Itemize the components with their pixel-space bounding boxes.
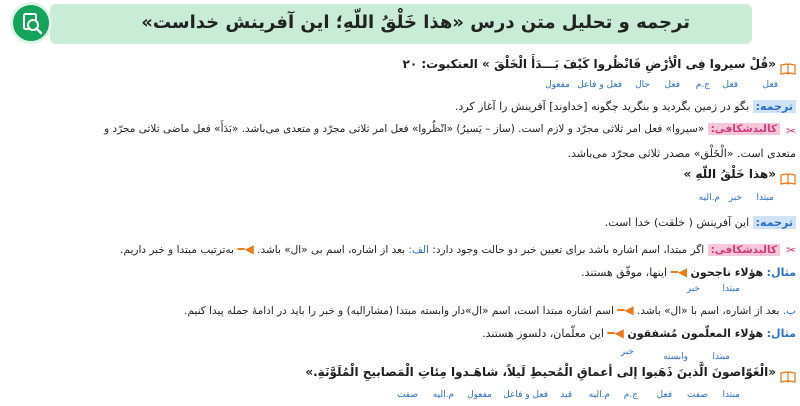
translation-2 (605, 216, 796, 229)
case-alef-label: الف: (408, 244, 429, 256)
translation-tag: ترجمه: (753, 216, 796, 229)
grammar-label: م.الیه (432, 390, 454, 400)
grammar-label: خبر (686, 284, 700, 294)
analysis-1-line-1 (104, 123, 780, 135)
rule-text: اسم اشاره مبتدا است، اسم «ال»دار وابسته مبتدا (مشارالیه) و خبر را باید در ادامهٔ جمله پیدا کنیم. (184, 305, 614, 317)
scissors-icon: ✂ (785, 124, 796, 138)
grammar-label: فعل (762, 80, 778, 90)
search-icon (10, 2, 52, 44)
example-arabic: هؤلاء ناجحون (690, 266, 764, 279)
book-icon (780, 170, 796, 189)
analysis-1-line-2: متعدی است. «الْخَلْق» مصدر ثلاثی مجرّد می‌باشد. (567, 147, 796, 160)
analysis-text: به‌ترتیب مبتدا و خبر داریم. (120, 244, 234, 256)
grammar-label: صفت (396, 390, 418, 400)
book-icon (780, 60, 796, 79)
verse-3: «الْغَوّاصونَ الَّذینَ ذَهَبوا إلی أعماقِ الْمُحیطِ لَیلاً، شاهَـدوا مِئاتِ الْمَصابیحِ الْمُلَوَّنَةِ.» (305, 365, 776, 379)
example-translation: این معلّمان، دلسوز هستند. (482, 327, 604, 340)
grammar-label: مفعول (467, 390, 492, 400)
example-translation: اینها، موفّق هستند. (581, 266, 668, 279)
analysis-text: اگر مبتدا، اسم اشاره باشد برای تعیین خبر دو حالت وجود دارد: (432, 244, 705, 256)
arrow-left-icon: ◀━ (607, 326, 624, 340)
analysis-tag: کالبدشکافی: (708, 123, 780, 135)
verse-2: «هذا خَلْقُ اللّهِ » (683, 167, 776, 181)
analysis-2 (120, 242, 780, 256)
case-be-label: ب. (782, 305, 796, 317)
book-icon (780, 368, 796, 387)
grammar-label: مبتدا (722, 390, 740, 400)
analysis-text: «سیروا» فعل امر ثلاثی مجرّد و لازم است. (ساز – یَسیرُ) «انْظُروا» فعل امر ثلاثی مجرّد و متعدی می‌باشد. «بَدَأَ» فعل ماضی ثلاثی مجرّد و (104, 123, 705, 135)
rule-b (184, 303, 796, 317)
lesson-title: ترجمه و تحلیل متن درس «هذا خَلْقُ اللّهِ؛ این آفرینش خداست» (141, 12, 690, 33)
grammar-label: فعل (722, 80, 738, 90)
grammar-label: مبتدا (722, 284, 740, 294)
arrow-left-icon: ◀━ (670, 265, 688, 279)
grammar-label: خبر (728, 193, 742, 203)
grammar-label: ج.م (695, 80, 710, 90)
grammar-label: فعل و فاعل (577, 80, 622, 90)
grammar-label: مفعول (545, 80, 570, 90)
grammar-label: وابسته (663, 352, 688, 362)
example-arabic: هؤلاء المعلّمون مُشفقون (627, 327, 764, 340)
verse-1: «قُلْ سیروا فِی الْأرْضِ فَانْظُروا کَیْفَ بَـــدَأَ الْخَلْقَ » العنکبوت: ۲۰ (402, 57, 776, 71)
grammar-label: مبتدا (712, 352, 730, 362)
grammar-label: خبر (620, 347, 634, 357)
example-1 (581, 265, 796, 279)
translation-tag: ترجمه: (753, 100, 796, 113)
grammar-label: فعل و فاعل (503, 390, 548, 400)
translation-text: بگو در زمین بگردید و بنگرید چگونه [خداوند] آفرینش را آغاز کرد. (454, 100, 750, 113)
arrow-left-icon: ◀━ (237, 242, 254, 256)
analysis-tag: کالبدشکافی: (708, 244, 780, 256)
example-tag: مثال: (766, 327, 796, 340)
grammar-label: م.الیه (588, 390, 610, 400)
translation-1 (455, 100, 796, 113)
grammar-label: ج.م (623, 390, 638, 400)
example-tag: مثال: (766, 266, 796, 279)
analysis-text: بعد از اشاره، اسم بی «ال» باشد. (257, 244, 406, 256)
grammar-label: فعل (664, 80, 680, 90)
grammar-label: صفت (686, 390, 708, 400)
scissors-icon: ✂ (785, 243, 796, 257)
grammar-label: م.الیه (698, 193, 720, 203)
grammar-label: قید (560, 390, 572, 400)
example-2 (482, 326, 796, 340)
grammar-label: حال (635, 80, 650, 90)
grammar-label: فعل (656, 390, 672, 400)
arrow-left-icon: ◀━ (617, 303, 634, 317)
grammar-label: مبتدا (756, 193, 774, 203)
rule-text: بعد از اشاره، اسم با «ال» باشد. (637, 305, 780, 317)
translation-text: این آفرینش ( خلقت) خدا است. (604, 216, 750, 229)
